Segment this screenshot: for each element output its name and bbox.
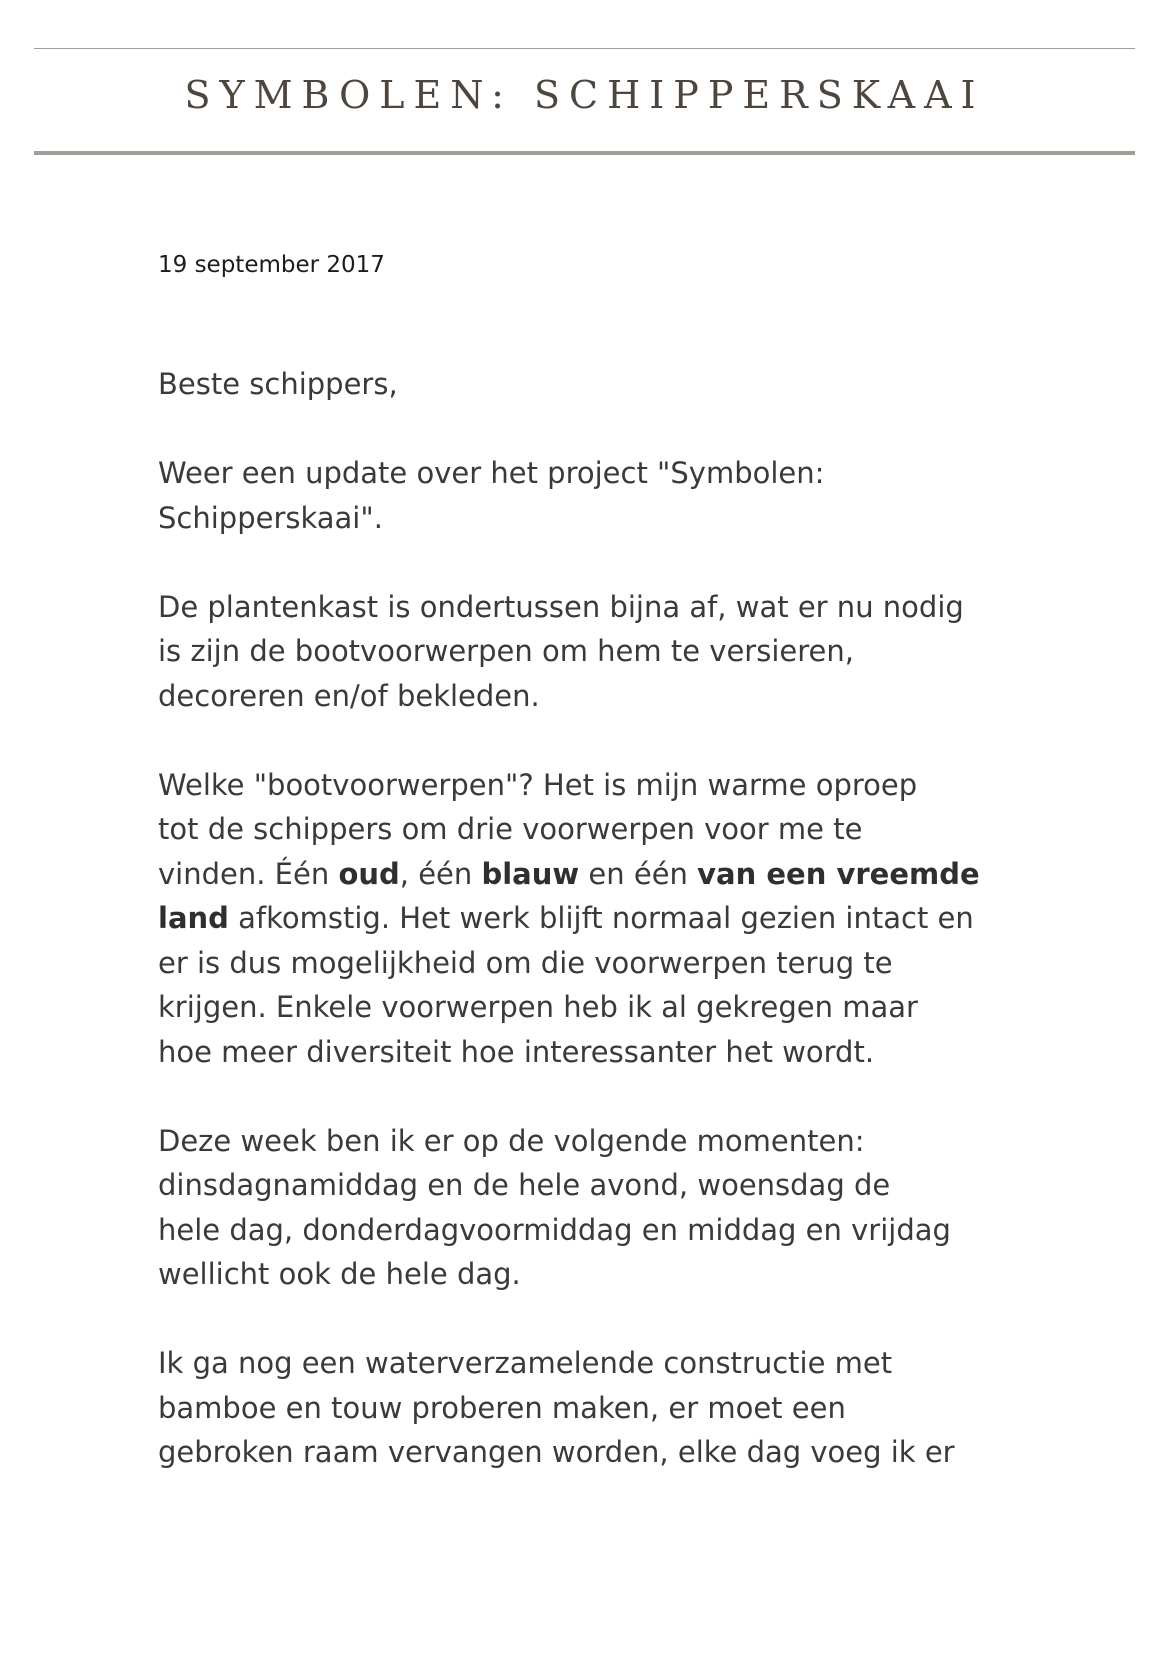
paragraph-1-line: Weer een update over het project "Symbolen:	[158, 456, 825, 490]
paragraph-4-line: wellicht ook de hele dag.	[158, 1257, 521, 1291]
header-top-rule	[34, 48, 1135, 49]
bold-land: land	[158, 901, 229, 935]
text-run: en één	[579, 856, 698, 891]
text-run: vinden. Één	[158, 856, 339, 891]
paragraph-3-line	[158, 857, 980, 891]
greeting-text: Beste schippers,	[158, 367, 398, 401]
paragraph-5	[158, 1341, 1008, 1475]
paragraph-2-line: is zijn de bootvoorwerpen om hem te versieren,	[158, 634, 854, 668]
letter-date: 19 september 2017	[158, 252, 385, 278]
paragraph-2	[158, 585, 1008, 719]
paragraph-4-line: hele dag, donderdagvoormiddag en middag en vrijdag	[158, 1212, 951, 1247]
paragraph-4	[158, 1119, 1008, 1297]
paragraph-4-line: Deze week ben ik er op de volgende momenten:	[158, 1123, 865, 1158]
letter-body	[158, 362, 1008, 1519]
bold-van-een-vreemde: van een vreemde	[697, 856, 980, 891]
paragraph-3-line	[158, 901, 974, 935]
paragraph-3-line: krijgen. Enkele voorwerpen heb ik al gekregen maar	[158, 990, 918, 1024]
paragraph-4-line: dinsdagnamiddag en de hele avond, woensdag de	[158, 1168, 891, 1202]
paragraph-5-line: gebroken raam vervangen worden, elke dag voeg ik er	[158, 1435, 955, 1469]
paragraph-2-line: decoreren en/of bekleden.	[158, 678, 540, 713]
paragraph-1-line: Schipperskaai".	[158, 500, 383, 535]
header-bottom-rule	[34, 151, 1135, 155]
bold-oud: oud	[338, 856, 400, 891]
paragraph-5-line: bamboe en touw proberen maken, er moet een	[158, 1390, 846, 1425]
paragraph-1	[158, 451, 1008, 540]
page-title: SYMBOLEN: SCHIPPERSKAAI	[184, 73, 985, 117]
paragraph-3-line: tot de schippers om drie voorwerpen voor me te	[158, 812, 863, 846]
text-run: , één	[399, 856, 482, 891]
bold-blauw: blauw	[481, 856, 580, 891]
paragraph-3-line: er is dus mogelijkheid om die voorwerpen terug te	[158, 945, 893, 980]
paragraph-3-line: Welke "bootvoorwerpen"? Het is mijn warme oproep	[158, 767, 918, 802]
paragraph-2-line: De plantenkast is ondertussen bijna af, wat er nu nodig	[158, 589, 964, 624]
text-run: afkomstig. Het werk blijft normaal gezien intact en	[228, 901, 974, 935]
paragraph-3-line: hoe meer diversiteit hoe interessanter het wordt.	[158, 1034, 875, 1069]
paragraph-3	[158, 763, 1008, 1075]
greeting	[158, 362, 1008, 407]
paragraph-5-line: Ik ga nog een waterverzamelende constructie met	[158, 1346, 893, 1380]
